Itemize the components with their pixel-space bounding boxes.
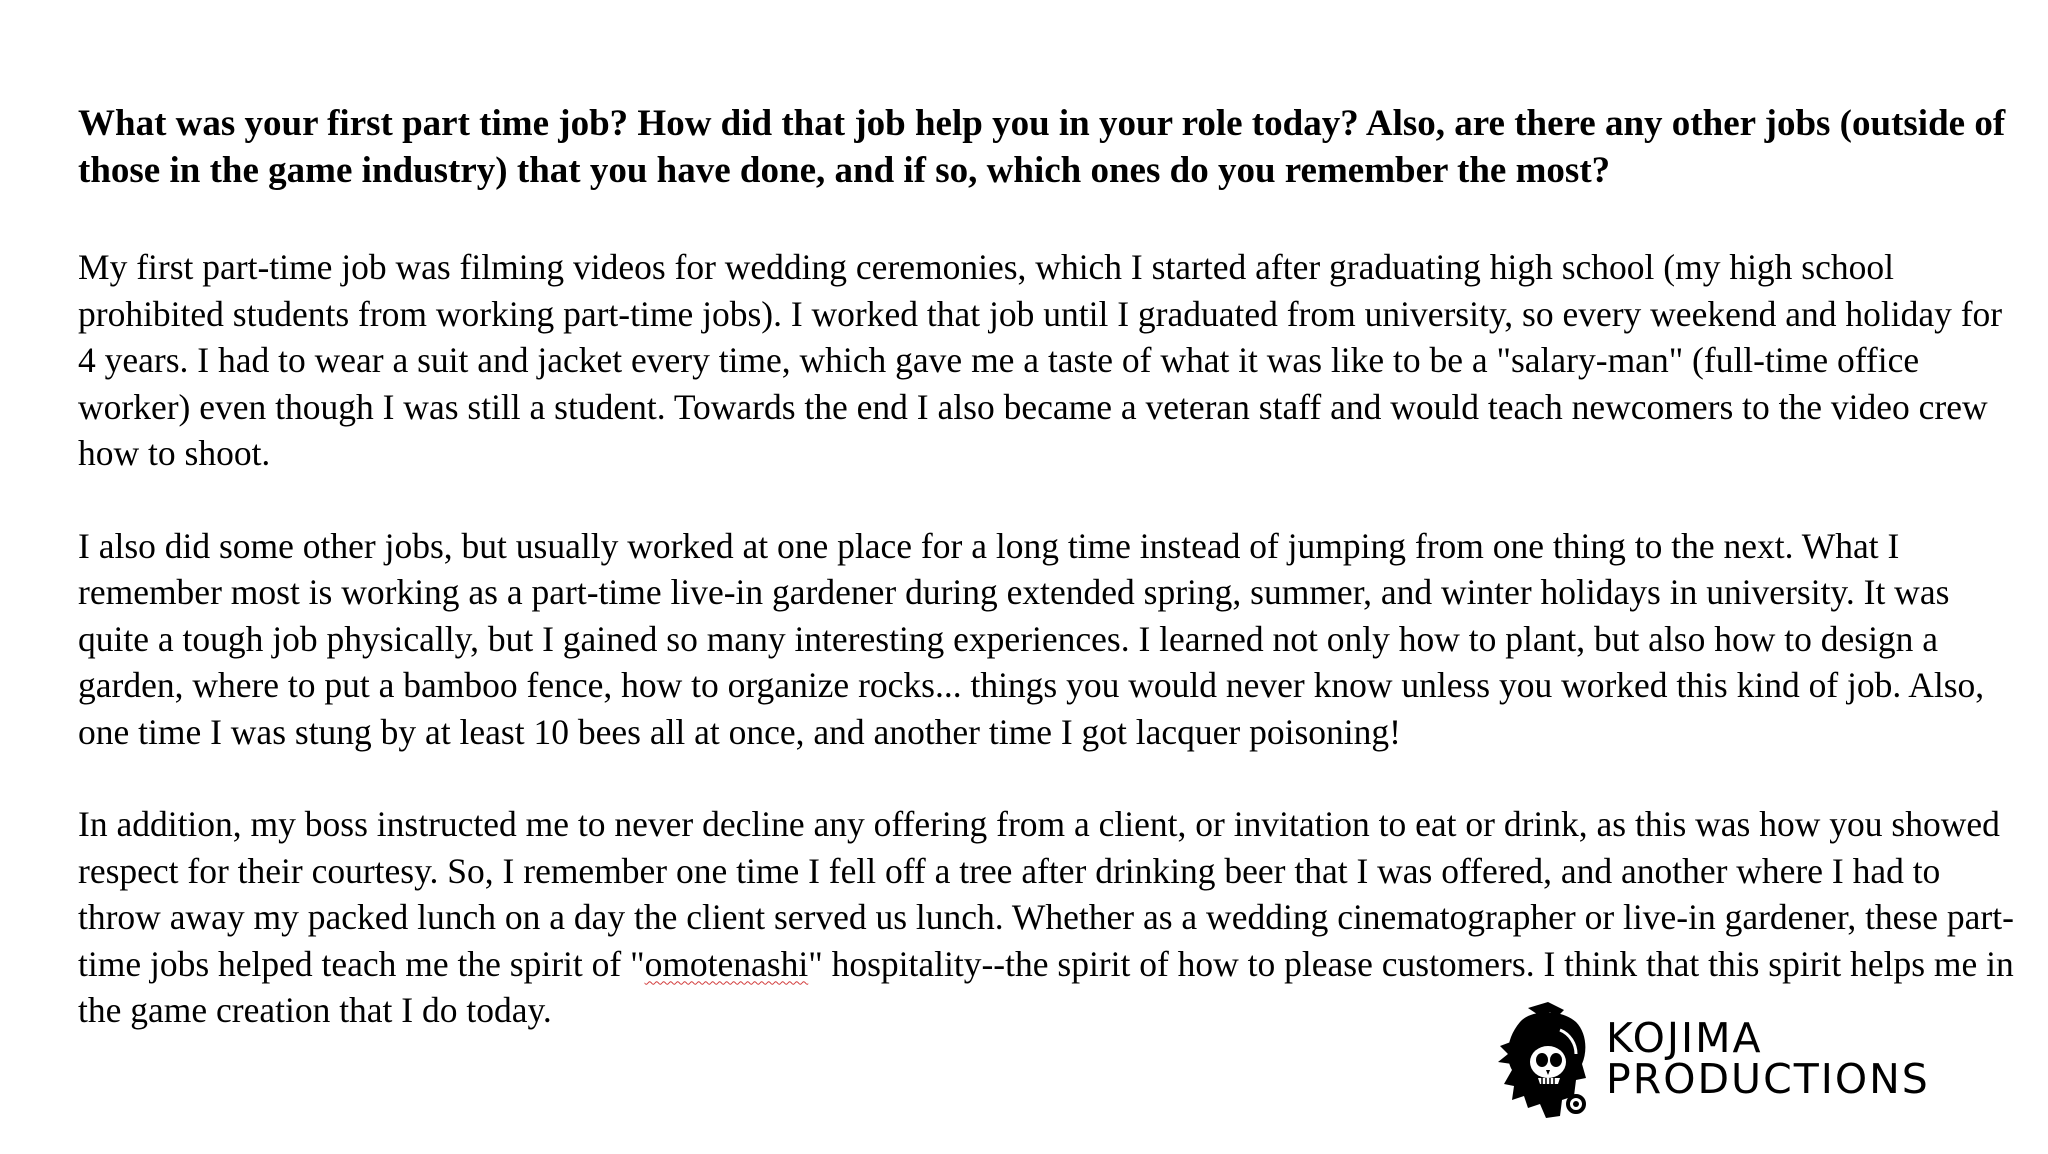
kojima-productions-logo <box>1490 1000 1970 1125</box>
logo-wordmark <box>1606 1014 1930 1103</box>
question-heading: What was your first part time job? How did that job help you in your role today? Also, are there any other jobs (outside of those in the game industry) that you have done, and if so, which ones do you remember the most? <box>78 103 2006 191</box>
ludens-helmet-icon <box>1490 1000 1600 1125</box>
answer-paragraph-1: My first part-time job was filming videos for wedding ceremonies, which I started after graduating high school (my high school prohibited students from working part-time jobs). I worked that job until I graduated from university, so every weekend and holiday for 4 years. I had to wear a suit and jacket every time, which gave me a taste of what it was like to be a "salary-man" (full-time office worker) even though I was still a student. Towards the end I also became a veteran staff and would teach newcomers to the video crew how to shoot. <box>78 247 2003 473</box>
logo-line-1: KOJIMA <box>1606 1014 1763 1062</box>
logo-line-2: PRODUCTIONS <box>1606 1055 1930 1103</box>
spellcheck-flagged-word[interactable]: omotenashi <box>644 943 809 984</box>
paragraph-3-text-after: " hospitality--the spirit of how to please customers. I think that this spirit helps me in the game creation that I do today. <box>78 943 2014 1030</box>
paragraph-3-text-before: In addition, my boss instructed me to never decline any offering from a client, or invitation to eat or drink, as this was how you showed respect for their courtesy. So, I remember one time I fell off a tree after drinking beer that I was offered, and another where I had to throw away my packed lunch on a day the client served us lunch. Whether as a wedding cinematographer or live-in gardener, these part-time jobs helped teach me the spirit of " <box>78 804 2014 984</box>
answer-paragraph-3 <box>78 801 2028 1034</box>
document-body <box>78 100 2028 1080</box>
answer-paragraph-2: I also did some other jobs, but usually worked at one place for a long time instead of jumping from one thing to the next. What I remember most is working as a part-time live-in gardener during extended spring, summer, and winter holidays in university. It was quite a tough job physically, but I gained so many interesting experiences. I learned not only how to plant, but also how to design a garden, where to put a bamboo fence, how to organize rocks... things you would never know unless you worked this kind of job. Also, one time I was stung by at least 10 bees all at once, and another time I got lacquer poisoning! <box>78 525 1985 752</box>
